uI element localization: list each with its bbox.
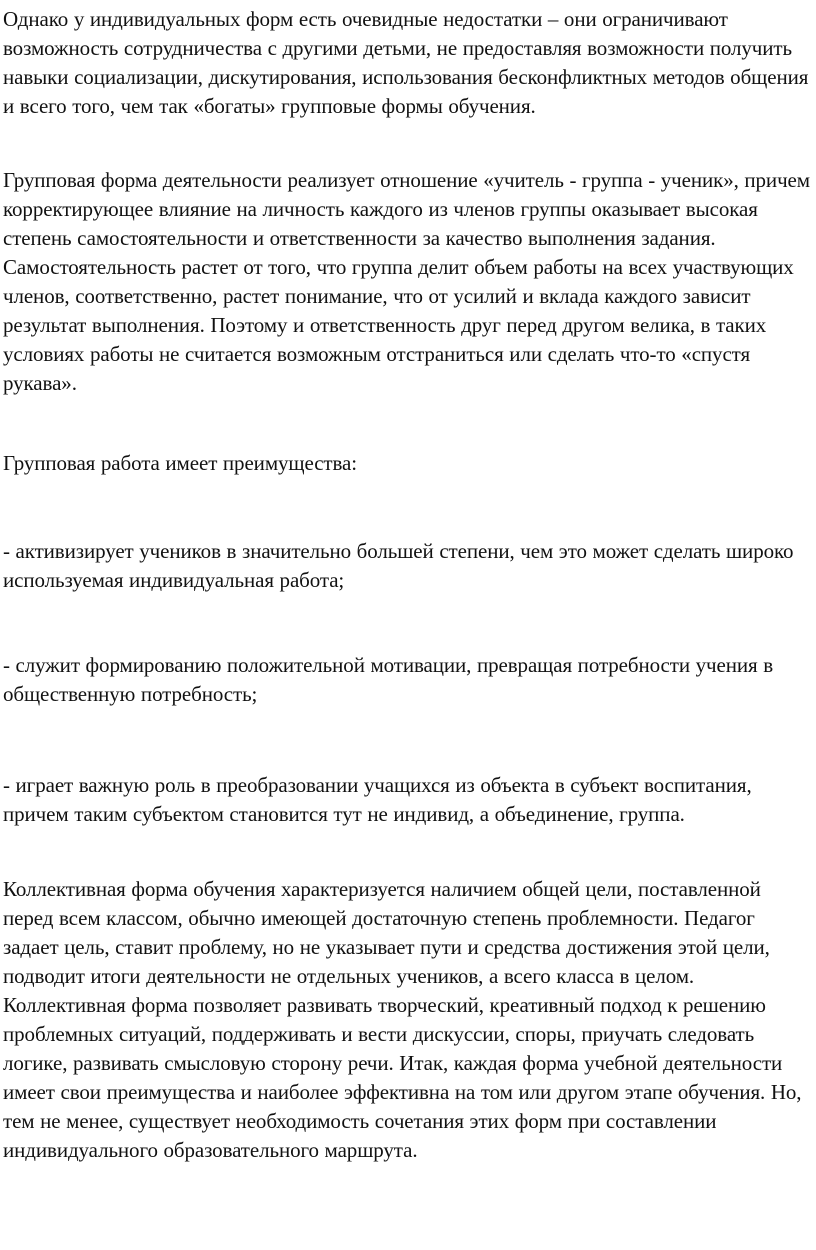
advantage-item: - играет важную роль в преобразовании учащихся из объекта в субъект воспитания, причем таким субъектом становится тут не индивид, а объединение, группа.: [3, 773, 752, 826]
advantage-item: - служит формированию положительной мотивации, превращая потребности учения в общественную потребность;: [3, 653, 774, 706]
paragraph-collective-form: Коллективная форма обучения характеризуется наличием общей цели, поставленной перед всем классом, обычно имеющей достаточную степень проблемности. Педагог задает цель, ставит проблему, но не указывает пути и средства достижения этой цели, подводит итоги деятельности не отдельных учеников, а всего класса в целом. Коллективная форма позволяет развивать творческий, креативный подход к решению проблемных ситуаций, поддерживать и вести дискуссии, споры, приучать следовать логике, развивать смысловую сторону речи. Итак, каждая форма учебной деятельности имеет свои преимущества и наиболее эффективна на том или другом этапе обучения. Но, тем не менее, существует необходимость сочетания этих форм при составлении индивидуального образовательного маршрута.: [3, 877, 802, 1162]
advantage-item: - активизирует учеников в значительно большей степени, чем это может сделать широко используемая индивидуальная работа;: [3, 539, 794, 592]
paragraph-group-form: Групповая форма деятельности реализует отношение «учитель - группа - ученик», причем корректирующее влияние на личность каждого из членов группы оказывает высокая степень самостоятельности и ответственности за качество выполнения задания. Самостоятельность растет от того, что группа делит объем работы на всех участвующих членов, соответственно, растет понимание, что от усилий и вклада каждого зависит результат выполнения. Поэтому и ответственность друг перед другом велика, в таких условиях работы не считается возможным отстраниться или сделать что-то «спустя рукава».: [3, 168, 810, 395]
advantages-heading: Групповая работа имеет преимущества:: [3, 451, 358, 475]
paragraph-intro-disadvantages: Однако у индивидуальных форм есть очевидные недостатки – они ограничивают возможность сотрудничества с другими детьми, не предоставляя возможности получить навыки социализации, дискутирования, использования бесконфликтных методов общения и всего того, чем так «богаты» групповые формы обучения.: [3, 7, 809, 118]
